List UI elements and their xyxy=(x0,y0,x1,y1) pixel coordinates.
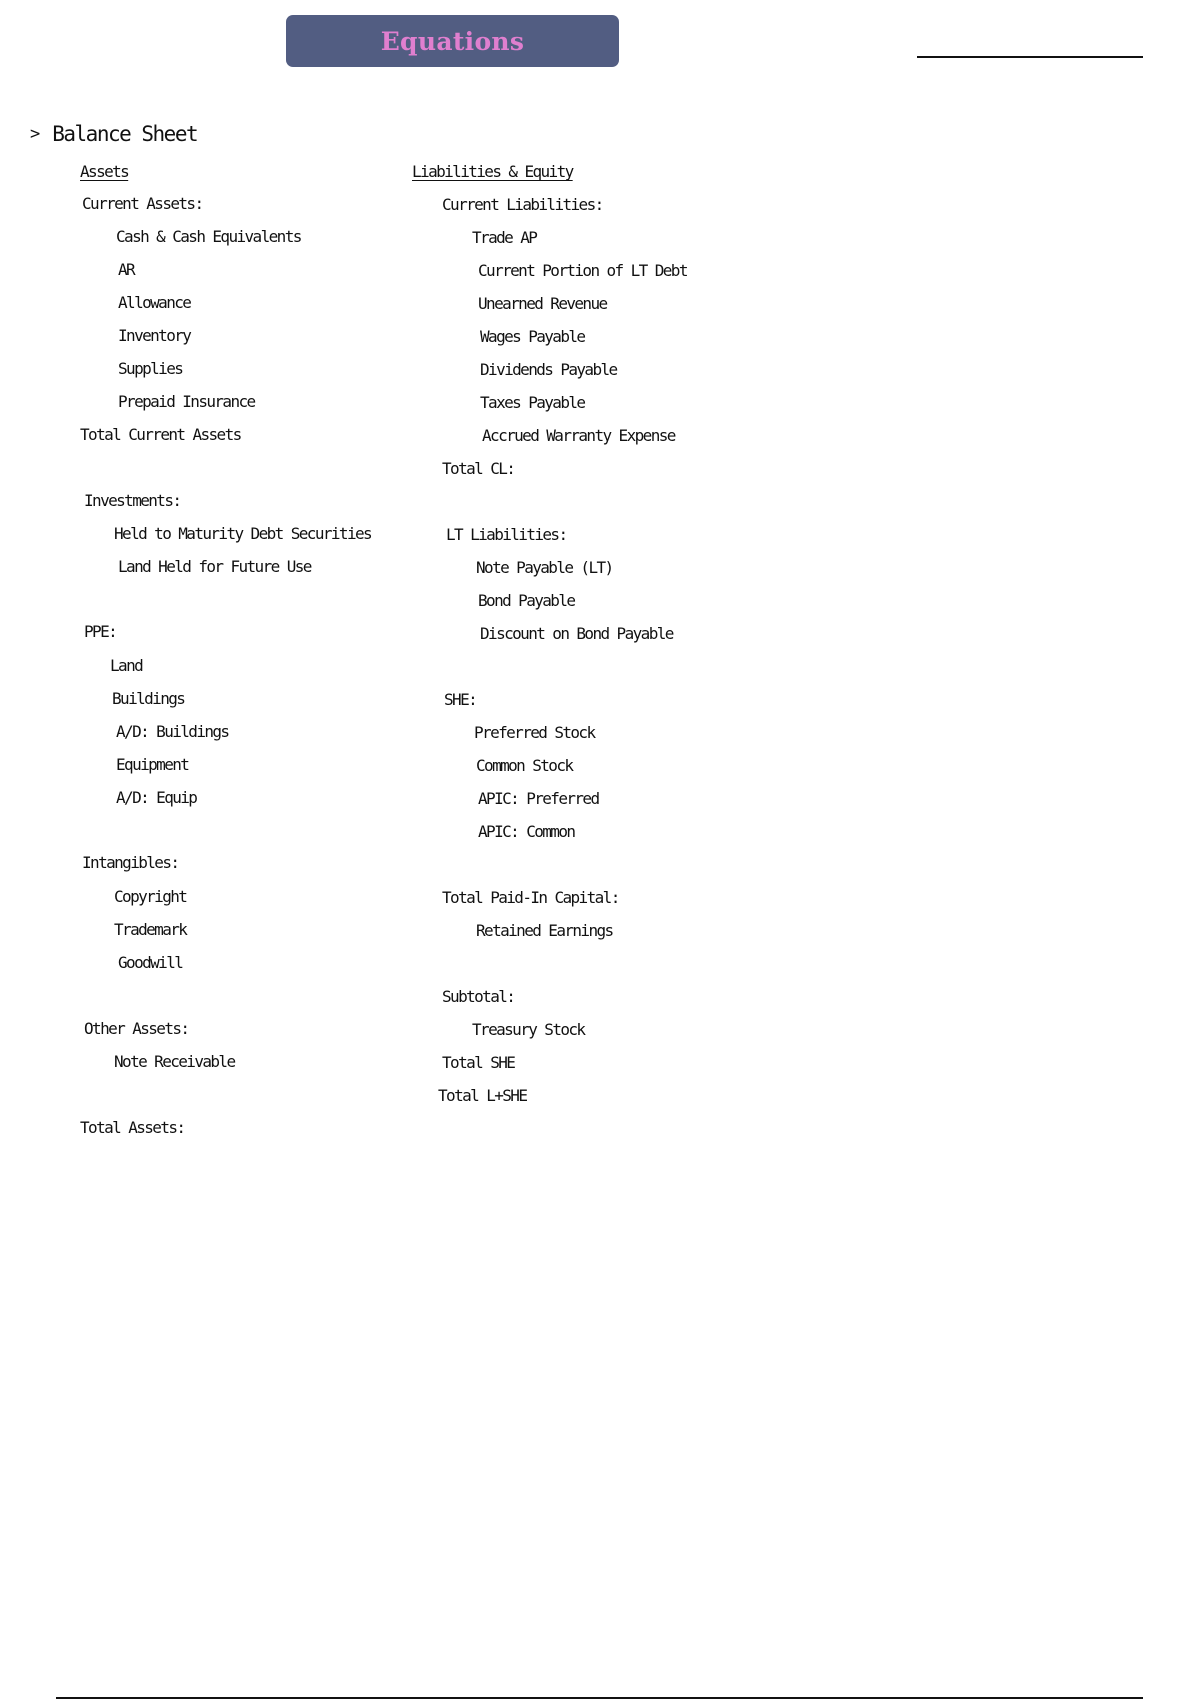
retained-earnings: Retained Earnings xyxy=(476,921,613,940)
lt-liability-item: Discount on Bond Payable xyxy=(480,624,673,643)
investments-label: Investments: xyxy=(84,491,181,510)
liabilities-equity-header: Liabilities & Equity xyxy=(412,162,573,181)
section-heading xyxy=(30,122,197,146)
bottom-rule xyxy=(56,1697,1143,1699)
lt-liability-item: Bond Payable xyxy=(478,591,575,610)
current-asset-item: Cash & Cash Equivalents xyxy=(116,227,301,246)
she-item: Preferred Stock xyxy=(474,723,595,742)
other-asset-item: Note Receivable xyxy=(114,1052,235,1071)
current-asset-item: Supplies xyxy=(118,359,183,378)
arrow-bullet-icon: > xyxy=(30,124,41,144)
current-liabilities-label: Current Liabilities: xyxy=(442,195,603,214)
intangible-item: Goodwill xyxy=(118,953,183,972)
intangible-item: Copyright xyxy=(114,887,187,906)
ppe-label: PPE: xyxy=(84,622,117,641)
ppe-item: Land xyxy=(110,656,143,675)
current-liability-item: Unearned Revenue xyxy=(478,294,607,313)
total-l-she: Total L+SHE xyxy=(438,1086,527,1105)
investment-item: Land Held for Future Use xyxy=(118,557,311,576)
current-liability-item: Accrued Warranty Expense xyxy=(482,426,675,445)
current-asset-item: Allowance xyxy=(118,293,191,312)
page-title: Equations xyxy=(380,26,525,56)
current-asset-item: Prepaid Insurance xyxy=(118,392,255,411)
top-rule xyxy=(917,56,1143,58)
current-liability-item: Dividends Payable xyxy=(480,360,617,379)
section-heading-text: Balance Sheet xyxy=(52,122,198,146)
current-asset-item: AR xyxy=(118,260,135,279)
lt-liabilities-label: LT Liabilities: xyxy=(446,525,567,544)
ppe-item: A/D: Equip xyxy=(116,788,197,807)
she-item: APIC: Common xyxy=(478,822,575,841)
treasury-stock: Treasury Stock xyxy=(472,1020,585,1039)
ppe-item: A/D: Buildings xyxy=(116,722,229,741)
intangibles-label: Intangibles: xyxy=(82,853,179,872)
ppe-item: Buildings xyxy=(112,689,185,708)
total-paid-in-capital: Total Paid-In Capital: xyxy=(442,888,619,907)
title-banner xyxy=(286,15,619,67)
she-item: Common Stock xyxy=(476,756,573,775)
lt-liability-item: Note Payable (LT) xyxy=(476,558,613,577)
total-she: Total SHE xyxy=(442,1053,515,1072)
she-item: APIC: Preferred xyxy=(478,789,599,808)
intangible-item: Trademark xyxy=(114,920,187,939)
total-assets: Total Assets: xyxy=(80,1118,185,1137)
total-current-liabilities: Total CL: xyxy=(442,459,515,478)
ppe-item: Equipment xyxy=(116,755,189,774)
total-current-assets: Total Current Assets xyxy=(80,425,241,444)
investment-item: Held to Maturity Debt Securities xyxy=(114,524,372,543)
other-assets-label: Other Assets: xyxy=(84,1019,189,1038)
current-liability-item: Trade AP xyxy=(472,228,537,247)
current-assets-label: Current Assets: xyxy=(82,194,203,213)
current-liability-item: Current Portion of LT Debt xyxy=(478,261,687,280)
subtotal: Subtotal: xyxy=(442,987,515,1006)
current-liability-item: Taxes Payable xyxy=(480,393,585,412)
current-asset-item: Inventory xyxy=(118,326,191,345)
she-label: SHE: xyxy=(444,690,477,709)
current-liability-item: Wages Payable xyxy=(480,327,585,346)
assets-header: Assets xyxy=(80,162,129,181)
